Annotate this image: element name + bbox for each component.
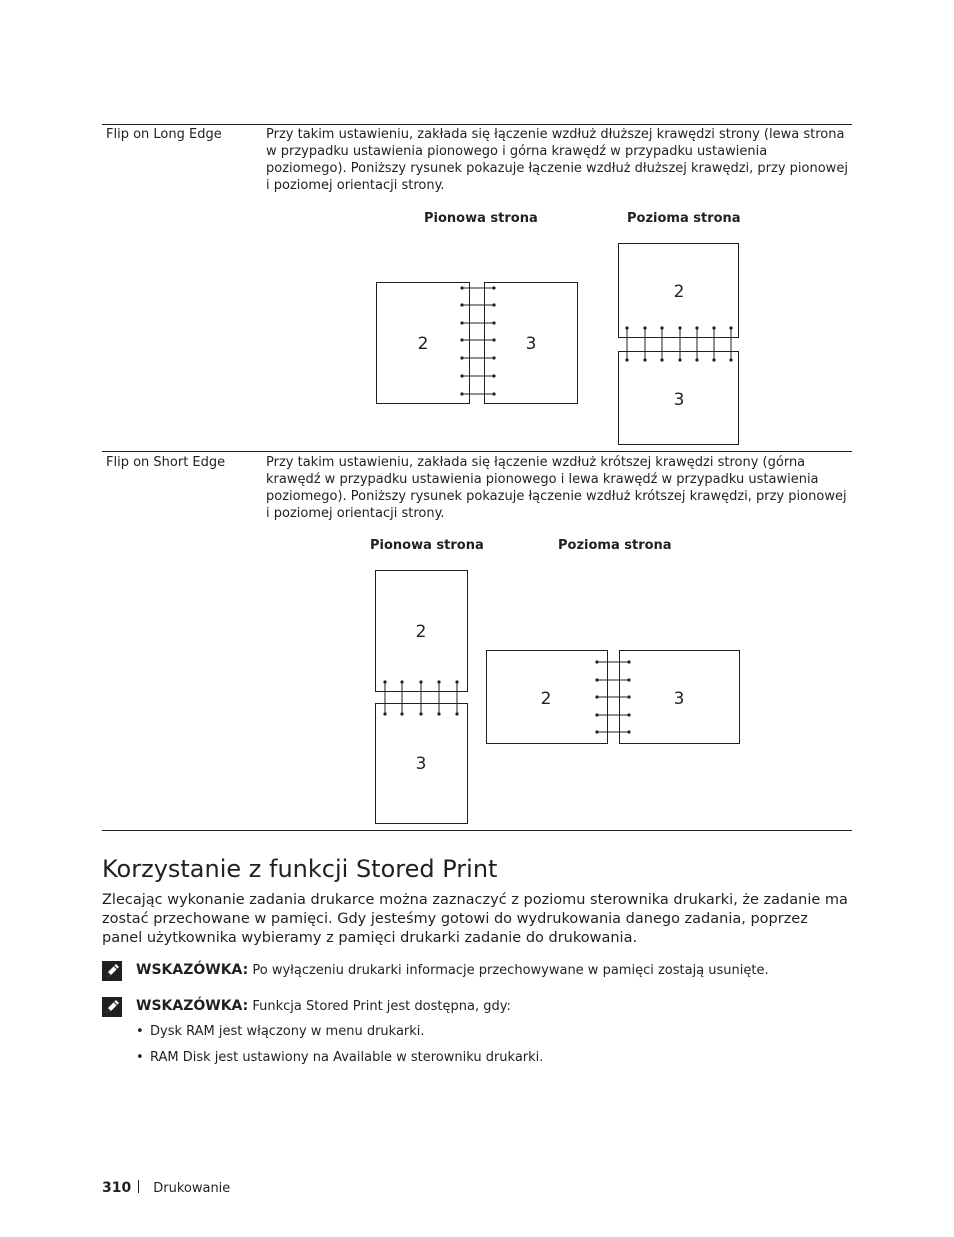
binding-dot	[595, 660, 598, 663]
binding-dot	[627, 713, 630, 716]
binding-dot	[695, 358, 698, 361]
binding-dot	[419, 712, 422, 715]
binding-dot	[460, 303, 463, 306]
description-flip-long-edge: Przy takim ustawieniu, zakłada się łączenie wzdłuż dłuższej krawędzi strony (lewa strona w przypadku ustawienia pionowego i górna krawędź w przypadku ustawienia poziomego). Poniższy rysunek pokazuje łączenie wzdłuż dłuższej krawędzi, przy pionowej i poziomej orientacji strony.	[266, 127, 848, 193]
page-number-label: 2	[673, 282, 685, 302]
bullet-text: Dysk RAM jest włączony w menu drukarki.	[150, 1024, 425, 1039]
binding-dot	[729, 326, 732, 329]
page-footer	[102, 1180, 230, 1197]
binding-dot	[627, 678, 630, 681]
note-label: WSKAZÓWKA:	[136, 998, 249, 1014]
binding-dot	[627, 730, 630, 733]
page-number-label: 3	[525, 334, 537, 354]
binding-dot	[383, 712, 386, 715]
binding-dot	[678, 358, 681, 361]
bullet-text: jest ustawiony na	[210, 1050, 334, 1065]
list-item	[136, 1023, 425, 1040]
binding-dot	[492, 338, 495, 341]
page-number-label: 2	[417, 334, 429, 354]
note-pen-icon	[102, 961, 122, 981]
bullet-marker: •	[136, 1050, 144, 1065]
description-flip-short-edge: Przy takim ustawieniu, zakłada się łączenie wzdłuż krótszej krawędzi strony (górna krawędź w przypadku ustawienia pionowego i lewa krawędź w przypadku ustawienia poziomego). Poniższy rysunek pokazuje łączenie wzdłuż krótszej krawędzi, przy pionowej i poziomej orientacji strony.	[266, 455, 847, 521]
binding-dot	[695, 326, 698, 329]
caption-portrait-short: Pionowa strona	[370, 538, 484, 553]
ui-term-ram-disk: RAM Disk	[150, 1050, 211, 1065]
caption-landscape-short: Pozioma strona	[558, 538, 672, 553]
note-text: Po wyłączeniu drukarki informacje przechowywane w pamięci zostają usunięte.	[248, 963, 769, 978]
binding-dot	[595, 695, 598, 698]
binding-dot	[460, 356, 463, 359]
binding-dot	[455, 680, 458, 683]
binding-dot	[437, 712, 440, 715]
caption-landscape-long: Pozioma strona	[627, 211, 741, 226]
binding-dot	[492, 374, 495, 377]
binding-dot	[625, 358, 628, 361]
binding-dot	[419, 680, 422, 683]
binding-dot	[460, 321, 463, 324]
binding-dot	[460, 392, 463, 395]
page-number-label: 3	[673, 390, 685, 410]
binding-dot	[460, 374, 463, 377]
binding-dot	[678, 326, 681, 329]
page-number-label: 2	[415, 622, 427, 642]
binding-dot	[492, 303, 495, 306]
list-item	[136, 1049, 543, 1066]
note-text: Funkcja Stored Print jest dostępna, gdy:	[248, 999, 511, 1014]
chapter-name: Drukowanie	[153, 1181, 231, 1196]
binding-dot	[595, 713, 598, 716]
binding-dot	[643, 358, 646, 361]
footer-separator	[138, 1180, 139, 1193]
section-intro: Zlecając wykonanie zadania drukarce można zaznaczyć z poziomu sterownika drukarki, że zadanie ma zostać przechowane w pamięci. Gdy jesteśmy gotowi do wydrukowania danego zadania, poprzez panel użytkownika wybieramy z pamięci drukarki zadanie do drukowania.	[102, 892, 848, 946]
bullet-text: w sterowniku drukarki.	[391, 1050, 544, 1065]
page-number-label: 2	[540, 689, 552, 709]
term-flip-long-edge: Flip on Long Edge	[106, 127, 222, 142]
binding-dot	[460, 338, 463, 341]
binding-dot	[400, 712, 403, 715]
binding-dot	[660, 358, 663, 361]
binding-dot	[660, 326, 663, 329]
binding-dot	[492, 321, 495, 324]
caption-portrait-long: Pionowa strona	[424, 211, 538, 226]
binding-dot	[712, 326, 715, 329]
ui-term-available: Available	[333, 1050, 392, 1065]
binding-dot	[460, 286, 463, 289]
section-title: Korzystanie z funkcji Stored Print	[102, 855, 498, 883]
bullet-marker: •	[136, 1024, 144, 1039]
binding-dot	[729, 358, 732, 361]
binding-dot	[627, 660, 630, 663]
page-number-label: 3	[673, 689, 685, 709]
binding-dot	[625, 326, 628, 329]
binding-dot	[595, 730, 598, 733]
binding-dot	[437, 680, 440, 683]
binding-dot	[595, 678, 598, 681]
binding-dot	[627, 695, 630, 698]
note-label: WSKAZÓWKA:	[136, 962, 249, 978]
binding-dot	[400, 680, 403, 683]
binding-dot	[455, 712, 458, 715]
binding-dot	[492, 286, 495, 289]
term-flip-short-edge: Flip on Short Edge	[106, 455, 226, 470]
binding-dot	[492, 356, 495, 359]
binding-dot	[712, 358, 715, 361]
binding-dot	[492, 392, 495, 395]
page-number: 310	[102, 1180, 132, 1196]
note-pen-icon	[102, 997, 122, 1017]
binding-dot	[383, 680, 386, 683]
binding-dot	[643, 326, 646, 329]
page-number-label: 3	[415, 754, 427, 774]
